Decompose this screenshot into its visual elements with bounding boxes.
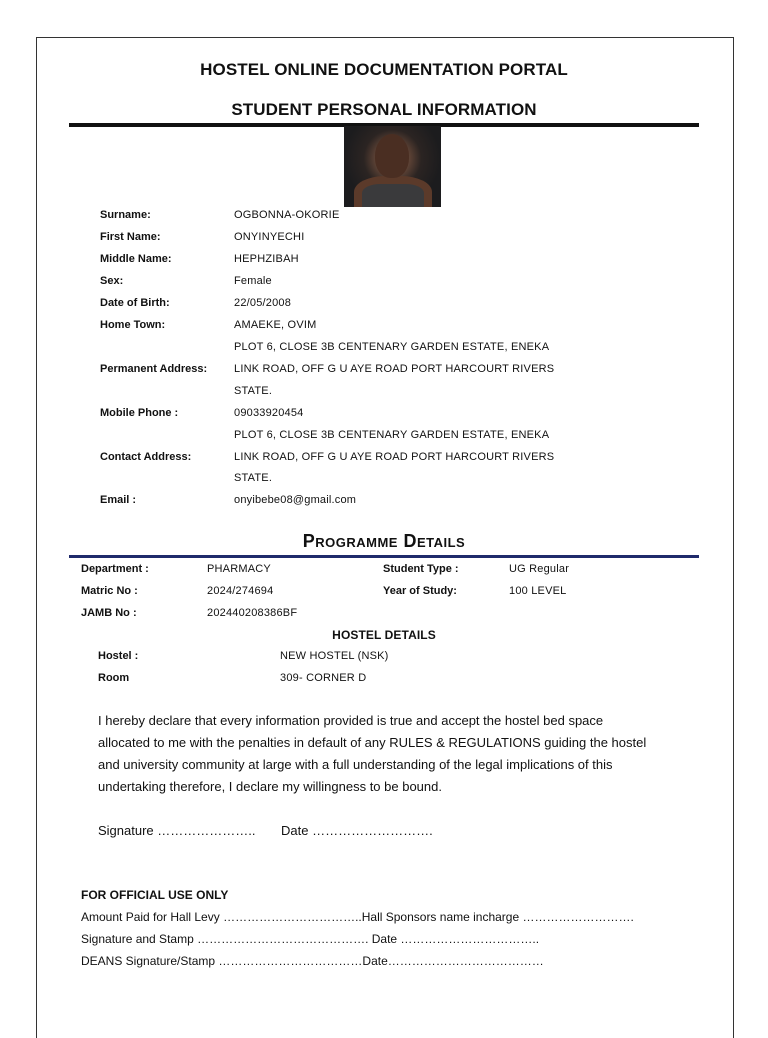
- jamb-value: 202440208386BF: [207, 607, 298, 619]
- declaration-line-3: and university community at large with a full understanding of the legal implications of this: [98, 757, 613, 772]
- contact-address-label: Contact Address:: [100, 451, 192, 463]
- email-label: Email :: [100, 494, 137, 506]
- middle-name-value: HEPHZIBAH: [234, 253, 299, 265]
- programme-details-title: Programme Details: [302, 531, 466, 551]
- official-line-1: Amount Paid for Hall Levy ……………………………..Hall Sponsors name incharge ……………………….: [81, 910, 634, 924]
- student-photo: [344, 126, 441, 207]
- department-label: Department :: [81, 563, 149, 575]
- official-use-title: FOR OFFICIAL USE ONLY: [81, 888, 229, 902]
- signature-field: Signature …………………..: [98, 823, 256, 838]
- year-of-study-value: 100 LEVEL: [509, 585, 567, 597]
- dob-value: 22/05/2008: [234, 297, 292, 309]
- mobile-phone-value: 09033920454: [234, 407, 304, 419]
- student-type-label: Student Type :: [383, 563, 459, 575]
- declaration-line-4: undertaking therefore, I declare my willingness to be bound.: [98, 779, 442, 794]
- hostel-label: Hostel :: [98, 650, 139, 662]
- portal-title: HOSTEL ONLINE DOCUMENTATION PORTAL: [200, 60, 568, 79]
- contact-address-line-2: LINK ROAD, OFF G U AYE ROAD PORT HARCOURT RIVERS: [234, 451, 555, 463]
- permanent-address-line-2: LINK ROAD, OFF G U AYE ROAD PORT HARCOURT RIVERS: [234, 363, 555, 375]
- hostel-value: NEW HOSTEL (NSK): [280, 650, 389, 662]
- surname-value: OGBONNA-OKORIE: [234, 209, 340, 221]
- student-type-value: UG Regular: [509, 563, 570, 575]
- permanent-address-line-1: PLOT 6, CLOSE 3B CENTENARY GARDEN ESTATE, ENEKA: [234, 341, 550, 353]
- email-value: onyibebe08@gmail.com: [234, 494, 357, 506]
- matric-value: 2024/274694: [207, 585, 274, 597]
- department-value: PHARMACY: [207, 563, 271, 575]
- first-name-value: ONYINYECHI: [234, 231, 305, 243]
- sex-value: Female: [234, 275, 272, 287]
- mobile-phone-label: Mobile Phone :: [100, 407, 179, 419]
- dob-label: Date of Birth:: [100, 297, 170, 309]
- hostel-details-title: HOSTEL DETAILS: [332, 628, 436, 642]
- official-line-2: Signature and Stamp ……………………………………. Date ……………………………..: [81, 932, 540, 946]
- permanent-address-label: Permanent Address:: [100, 363, 208, 375]
- room-value: 309- CORNER D: [280, 672, 367, 684]
- declaration-line-2: allocated to me with the penalties in default of any RULES & REGULATIONS guiding the hostel: [98, 735, 647, 750]
- page-subtitle: STUDENT PERSONAL INFORMATION: [231, 100, 537, 119]
- permanent-address-line-3: STATE.: [234, 385, 273, 397]
- jamb-label: JAMB No :: [81, 607, 137, 619]
- home-town-label: Home Town:: [100, 319, 166, 331]
- date-field: Date ……………………….: [281, 823, 433, 838]
- year-of-study-label: Year of Study:: [383, 585, 457, 597]
- matric-label: Matric No :: [81, 585, 138, 597]
- first-name-label: First Name:: [100, 231, 161, 243]
- contact-address-line-3: STATE.: [234, 472, 273, 484]
- official-line-3: DEANS Signature/Stamp ………………………………Date…………………………………: [81, 954, 544, 968]
- declaration-text: [98, 710, 678, 798]
- declaration-line-1: I hereby declare that every information provided is true and accept the hostel bed space: [98, 713, 604, 728]
- contact-address-line-1: PLOT 6, CLOSE 3B CENTENARY GARDEN ESTATE, ENEKA: [234, 429, 550, 441]
- middle-name-label: Middle Name:: [100, 253, 172, 265]
- home-town-value: AMAEKE, OVIM: [234, 319, 317, 331]
- sex-label: Sex:: [100, 275, 124, 287]
- surname-label: Surname:: [100, 209, 151, 221]
- programme-divider: [69, 555, 699, 558]
- room-label: Room: [98, 672, 130, 684]
